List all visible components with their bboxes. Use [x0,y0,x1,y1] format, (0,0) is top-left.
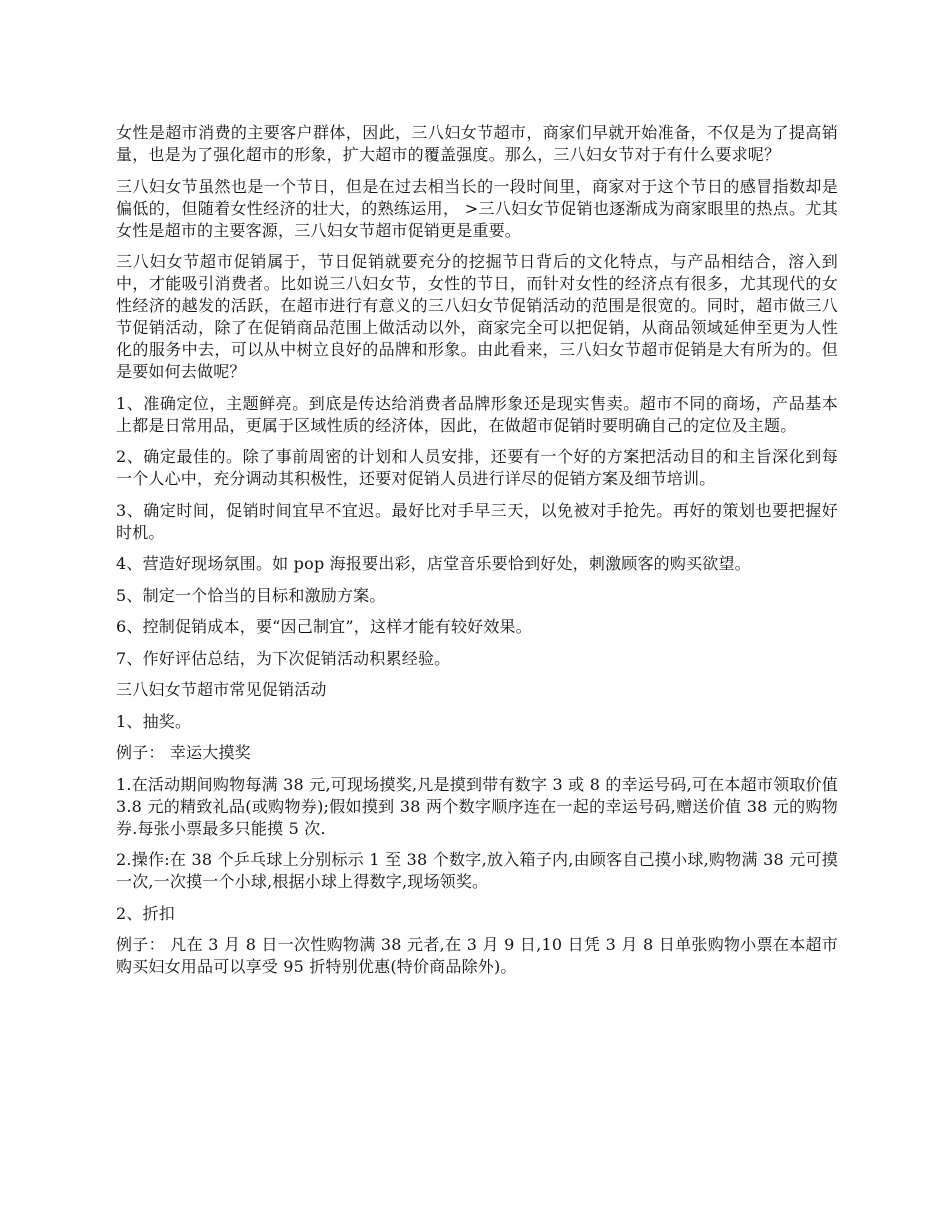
document-body [116,122,838,988]
intro-paragraph: 女性是超市消费的主要客户群体，因此，三八妇女节超市，商家们早就开始准备，不仅是为了提高销量，也是为了强化超市的形象，扩大超市的覆盖强度。那么，三八妇女节对于有什么要求呢？ [116,123,838,164]
tip-item-1: 1、准确定位，主题鲜亮。到底是传达给消费者品牌形象还是现实售卖。超市不同的商场，产品基本上都是日常用品，更属于区域性质的经济体，因此，在做超市促销时要明确自己的定位及主题。 [116,393,838,435]
lottery-rule-1: 1.在活动期间购物每满 38 元,可现场摸奖,凡是摸到带有数字 3 或 8 的幸运号码,可在本超市领取价值 3.8 元的精致礼品(或购物券);假如摸到 38 两个数字顺序连在一起的幸运号码,赠送价值 38 元的购物券.每张小票最多只能摸 5 次. [116,774,838,838]
discount-example: 例子： 凡在 3 月 8 日一次性购物满 38 元者,在 3 月 9 日,10 日凭 3 月 8 日单张购物小票在本超市购买妇女用品可以享受 95 折特别优惠(特价商品除外)。 [116,935,838,976]
tip-item-6: 6、控制促销成本，要“因己制宜”，这样才能有较好效果。 [116,617,532,636]
analysis-paragraph: 三八妇女节超市促销属于，节日促销就要充分的挖掘节日背后的文化特点，与产品相结合，溶入到中，才能吸引消费者。比如说三八妇女节，女性的节日，而针对女性的经济点有很多，尤其现代的女性经济的越发的活跃，在超市进行有意义的三八妇女节促销活动的范围是很宽的。同时，超市做三八节促销活动，除了在促销商品范围上做活动以外，商家完全可以把促销，从商品领域延伸至更为人性化的服务中去，可以从中树立良好的品牌和形象。由此看来，三八妇女节超市促销是大有所为的。但是要如何去做呢？ [116,252,838,381]
example-label-1: 例子： 幸运大摸奖 [116,743,251,762]
tip-item-3: 3、确定时间，促销时间宜早不宜迟。最好比对手早三天，以免被对手抢先。再好的策划也要把握好时机。 [116,500,838,542]
tip-item-2: 2、确定最佳的。除了事前周密的计划和人员安排，还要有一个好的方案把活动目的和主旨深化到每一个人心中，充分调动其积极性，还要对促销人员进行详尽的促销方案及细节培训。 [116,447,838,488]
tip-item-4: 4、营造好现场氛围。如 pop 海报要出彩，店堂音乐要恰到好处，刺激顾客的购买欲望。 [116,554,751,573]
lottery-rule-2: 2.操作:在 38 个乒乓球上分别标示 1 至 38 个数字,放入箱子内,由顾客自己摸小球,购物满 38 元可摸一次,一次摸一个小球,根据小球上得数字,现场领奖。 [116,850,838,891]
activity-heading-1: 1、抽奖。 [116,711,192,731]
tip-item-5: 5、制定一个恰当的目标和激励方案。 [116,585,386,605]
section-heading: 三八妇女节超市常见促销活动 [116,680,327,699]
activity-heading-2: 2、折扣 [116,903,175,923]
tip-item-7: 7、作好评估总结，为下次促销活动积累经验。 [116,648,451,668]
background-paragraph: 三八妇女节虽然也是一个节日，但是在过去相当长的一段时间里，商家对于这个节日的感冒指数却是偏低的，但随着女性经济的壮大，的熟练运用， >三八妇女节促销也逐渐成为商家眼里的热点。尤其女性是超市的主要客源，三八妇女节超市促销更是重要。 [116,176,838,240]
